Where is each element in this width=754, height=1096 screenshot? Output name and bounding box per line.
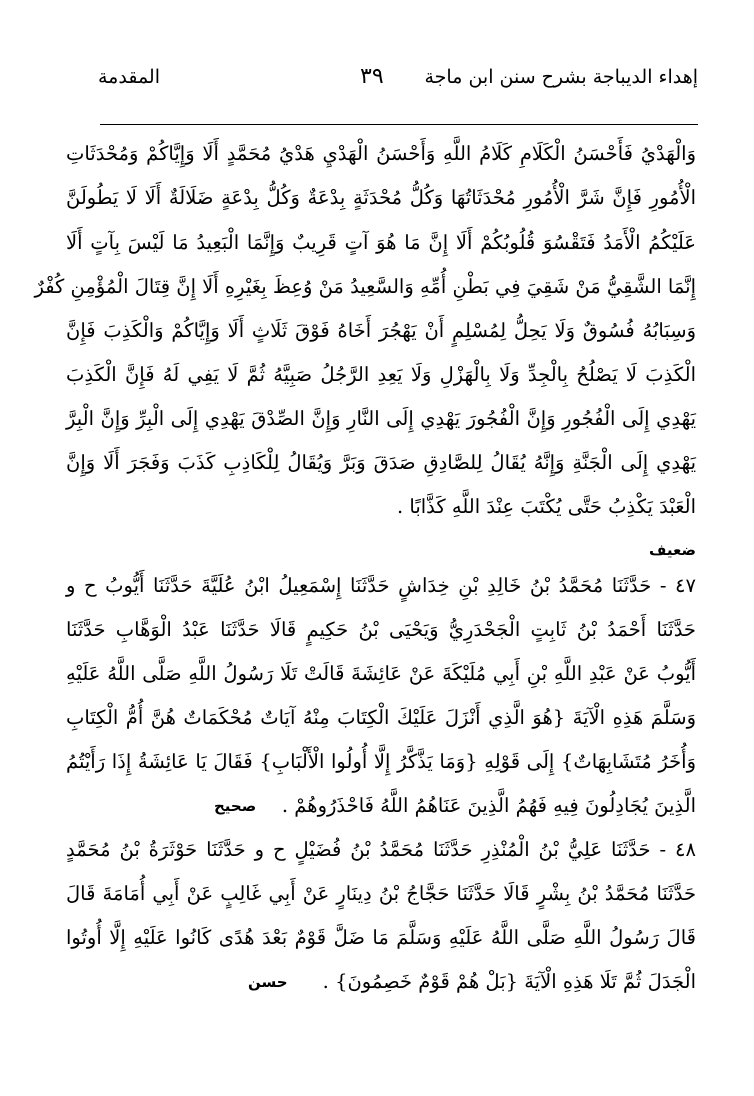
page-number: ٣٩ [360,64,384,89]
text-line: الْأُمُورِ فَإِنَّ شَرَّ الْأُمُورِ مُحْدَثَاتُهَا وَكُلُّ مُحْدَثَةٍ بِدْعَةٌ وَكُلُّ بِدْعَةٍ ضَلَالَةٌ أَلَا لَا يَطُولَنَّ [66,186,696,209]
hadith-48-line: ٤٨ - حَدَّثَنَا عَلِيُّ بْنُ الْمُنْذِرِ حَدَّثَنَا مُحَمَّدُ بْنُ فُضَيْلٍ ح و حَدَّثَنَا حَوْثَرَةُ بْنُ مُحَمَّدٍ [66,838,696,861]
hadith-48-line: حَدَّثَنَا مُحَمَّدُ بْنُ بِشْرٍ قَالَا حَدَّثَنَا حَجَّاجُ بْنُ دِينَارٍ عَنْ أَبِي غَالِبٍ عَنْ أَبِي أُمَامَةَ قَالَ [66,882,696,905]
text-line: إِنَّمَا الشَّقِيُّ مَنْ شَقِيَ فِي بَطْنِ أُمِّهِ وَالسَّعِيدُ مَنْ وُعِظَ بِغَيْرِهِ أَلَا إِنَّ قِتَالَ الْمُؤْمِنِ كُفْرٌ [34,275,696,298]
grade-label-hasan: حسن [248,973,288,991]
hadith-47-line: أَيُّوبُ عَنْ عَبْدِ اللَّهِ بْنِ أَبِي مُلَيْكَةَ عَنْ عَائِشَةَ قَالَتْ تَلَا رَسُولُ اللَّهِ صَلَّى اللَّهُ عَلَيْهِ [66,662,696,685]
text-line: عَلَيْكُمُ الْأَمَدُ فَتَقْسُوَ قُلُوبُكُمْ أَلَا إِنَّ مَا هُوَ آتٍ قَرِيبٌ وَإِنَّمَا الْبَعِيدُ مَا لَيْسَ بِآتٍ أَلَا [66,231,696,254]
header-rule [100,124,698,125]
text-line: يَهْدِي إِلَى الْفُجُورِ وَإِنَّ الْفُجُورَ يَهْدِي إِلَى النَّارِ وَإِنَّ الصِّدْقَ يَهْدِي إِلَى الْبِرِّ وَإِنَّ الْبِرَّ [66,407,696,430]
section-title: المقدمة [98,66,161,88]
grade-label-weak: ضعيف [649,541,696,559]
book-title: إهداء الديباجة بشرح سنن ابن ماجة [424,66,698,88]
hadith-47-line: ٤٧ - حَدَّثَنَا مُحَمَّدُ بْنُ خَالِدِ بْنِ خِدَاشٍ حَدَّثَنَا إِسْمَعِيلُ ابْنُ عُلَيَّةَ حَدَّثَنَا أَيُّوبُ ح و [66,574,696,597]
text-line: وَسِبَابُهُ فُسُوقٌ وَلَا يَحِلُّ لِمُسْلِمٍ أَنْ يَهْجُرَ أَخَاهُ فَوْقَ ثَلَاثٍ أَلَا وَإِيَّاكُمْ وَالْكَذِبَ فَإِنَّ [66,319,696,342]
hadith-48-line: قَالَ رَسُولُ اللَّهِ صَلَّى اللَّهُ عَلَيْهِ وَسَلَّمَ مَا ضَلَّ قَوْمٌ بَعْدَ هُدًى كَانُوا عَلَيْهِ إِلَّا أُوتُوا [66,926,696,949]
text-line: يَهْدِي إِلَى الْجَنَّةِ وَإِنَّهُ يُقَالُ لِلصَّادِقِ صَدَقَ وَبَرَّ وَيُقَالُ لِلْكَاذِبِ كَذَبَ وَفَجَرَ أَلَا وَإِنَّ [66,451,696,474]
hadith-47-line: وَسَلَّمَ هَذِهِ الْآيَةَ {هُوَ الَّذِي أَنْزَلَ عَلَيْكَ الْكِتَابَ مِنْهُ آيَاتٌ مُحْكَمَاتٌ هُنَّ أُمُّ الْكِتَابِ [66,706,696,729]
hadith-47-line: الَّذِينَ يُجَادِلُونَ فِيهِ فَهُمُ الَّذِينَ عَنَاهُمُ اللَّهُ فَاحْذَرُوهُمْ . [281,794,696,817]
hadith-47-line: وَأُخَرُ مُتَشَابِهَاتٌ} إِلَى قَوْلِهِ {وَمَا يَذَّكَّرُ إِلَّا أُولُوا الْأَلْبَابِ} فَقَالَ يَا عَائِشَةُ إِذَا رَأَيْتُمُ [66,750,696,773]
running-header [98,66,698,100]
grade-label-sahih: صحيح [214,797,257,815]
text-line: الْكَذِبَ لَا يَصْلُحُ بِالْجِدِّ وَلَا بِالْهَزْلِ وَلَا يَعِدِ الرَّجُلُ صَبِيَّهُ ثُمَّ لَا يَفِي لَهُ فَإِنَّ الْكَذِبَ [66,363,696,386]
hadith-47-line: حَدَّثَنَا أَحْمَدُ بْنُ ثَابِتٍ الْجَحْدَرِيُّ وَيَحْيَى بْنُ حَكِيمٍ قَالَا حَدَّثَنَا عَبْدُ الْوَهَّابِ حَدَّثَنَا [66,618,696,641]
hadith-48-line: الْجَدَلَ ثُمَّ تَلَا هَذِهِ الْآيَةَ {بَلْ هُمْ قَوْمٌ خَصِمُونَ} . [322,970,696,993]
text-line: وَالْهَدْيُ فَأَحْسَنُ الْكَلَامِ كَلَامُ اللَّهِ وَأَحْسَنُ الْهَدْيِ هَدْيُ مُحَمَّدٍ أَلَا وَإِيَّاكُمْ وَمُحْدَثَاتِ [66,142,696,165]
text-line: الْعَبْدَ يَكْذِبُ حَتَّى يُكْتَبَ عِنْدَ اللَّهِ كَذَّابًا . [396,495,696,518]
